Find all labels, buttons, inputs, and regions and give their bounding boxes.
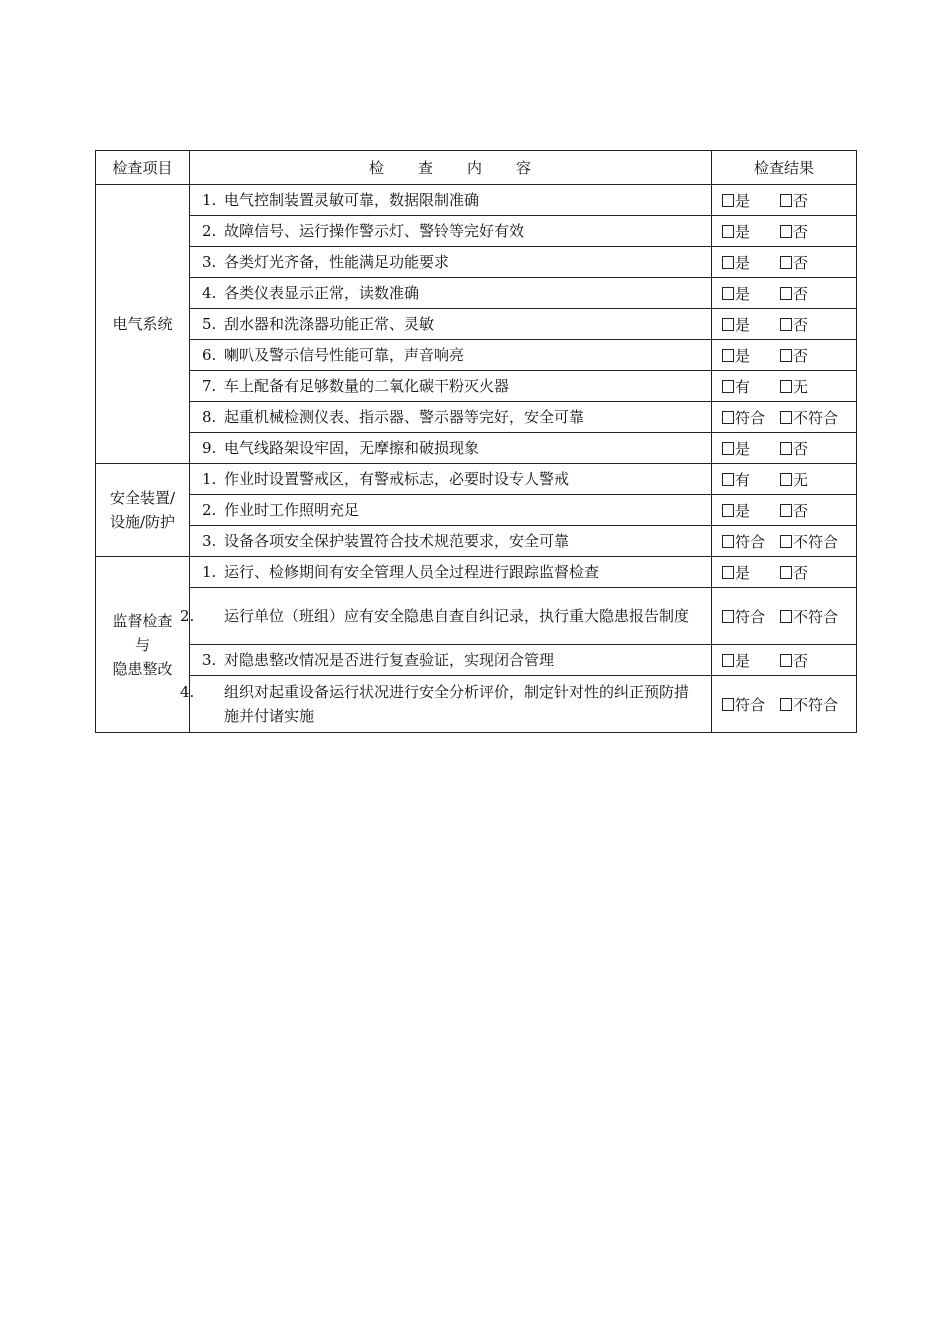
check-item-cell [190, 464, 712, 495]
item-number: 2. [202, 222, 217, 240]
result-option[interactable] [780, 469, 808, 490]
item-text: 喇叭及警示信号性能可靠，声音响亮 [224, 346, 465, 364]
option-label: 是 [735, 651, 751, 670]
table-header-row [96, 151, 857, 185]
item-number: 3. [202, 651, 217, 669]
option-label: 符合 [735, 408, 766, 427]
result-option[interactable] [780, 252, 808, 273]
item-text: 组织对起重设备运行状况进行安全分析评价，制定针对性的纠正预防措施并付诸实施 [224, 683, 690, 725]
checkbox-icon[interactable] [780, 698, 792, 711]
result-cell [712, 433, 857, 464]
check-item-cell [190, 340, 712, 371]
result-option[interactable] [722, 314, 780, 335]
result-option[interactable] [722, 531, 780, 552]
checkbox-icon[interactable] [722, 535, 734, 548]
option-label: 否 [793, 315, 809, 334]
result-cell [712, 216, 857, 247]
table-row [96, 645, 857, 676]
option-label: 否 [793, 501, 809, 520]
result-option[interactable] [780, 438, 808, 459]
table-row [96, 526, 857, 557]
check-item-cell [190, 216, 712, 247]
result-option[interactable] [722, 606, 780, 627]
result-option[interactable] [780, 694, 838, 715]
inspection-checklist-table [95, 150, 857, 733]
group-name-line: 监督检查 [112, 611, 173, 630]
result-option[interactable] [722, 376, 780, 397]
check-item-cell [190, 247, 712, 278]
item-number: 4. [180, 683, 195, 701]
checkbox-icon[interactable] [722, 473, 734, 486]
item-text: 作业时工作照明充足 [224, 501, 360, 519]
item-number: 2. [180, 607, 195, 625]
option-label: 不符合 [793, 607, 839, 626]
table-row [96, 588, 857, 645]
checkbox-icon[interactable] [780, 349, 792, 362]
item-number: 2. [202, 501, 217, 519]
result-option[interactable] [722, 283, 780, 304]
item-text: 车上配备有足够数量的二氧化碳干粉灭火器 [224, 377, 510, 395]
checkbox-icon[interactable] [780, 504, 792, 517]
result-option[interactable] [722, 469, 780, 490]
header-category: 检查项目 [96, 151, 190, 185]
item-number: 4. [202, 284, 217, 302]
result-cell [712, 557, 857, 588]
option-label: 是 [735, 315, 751, 334]
result-option[interactable] [722, 562, 780, 583]
item-text: 故障信号、运行操作警示灯、警铃等完好有效 [224, 222, 525, 240]
group-name-line: 隐患整改 [112, 659, 173, 678]
item-number: 6. [202, 346, 217, 364]
result-cell [712, 464, 857, 495]
header-result: 检查结果 [712, 151, 857, 185]
table-row [96, 676, 857, 733]
option-label: 符合 [735, 607, 766, 626]
item-number: 1. [202, 563, 217, 581]
table-row [96, 464, 857, 495]
table-row [96, 216, 857, 247]
table-body [96, 185, 857, 733]
item-number: 3. [202, 532, 217, 550]
item-number: 1. [202, 470, 217, 488]
option-label: 有 [735, 377, 751, 396]
checkbox-icon[interactable] [722, 610, 734, 623]
result-cell [712, 340, 857, 371]
result-option[interactable] [722, 407, 780, 428]
checkbox-icon[interactable] [780, 225, 792, 238]
check-item-cell [190, 526, 712, 557]
result-option[interactable] [722, 650, 780, 671]
group-name-cell [96, 464, 190, 557]
result-cell [712, 371, 857, 402]
item-text: 运行单位（班组）应有安全隐患自查自纠记录，执行重大隐患报告制度 [224, 607, 690, 625]
result-option[interactable] [780, 500, 808, 521]
item-text: 电气控制装置灵敏可靠，数据限制准确 [224, 191, 480, 209]
checkbox-icon[interactable] [722, 380, 734, 393]
option-label: 否 [793, 439, 809, 458]
result-option[interactable] [780, 283, 808, 304]
checkbox-icon[interactable] [780, 535, 792, 548]
checkbox-icon[interactable] [722, 442, 734, 455]
option-label: 不符合 [793, 532, 839, 551]
item-text: 作业时设置警戒区，有警戒标志，必要时设专人警戒 [224, 470, 570, 488]
table-row [96, 402, 857, 433]
option-label: 不符合 [793, 408, 839, 427]
result-cell [712, 402, 857, 433]
item-number: 3. [202, 253, 217, 271]
header-content: 检查内容 [190, 151, 712, 185]
item-number: 5. [202, 315, 217, 333]
checkbox-icon[interactable] [722, 287, 734, 300]
option-label: 是 [735, 253, 751, 272]
option-label: 是 [735, 222, 751, 241]
result-cell [712, 495, 857, 526]
option-label: 否 [793, 346, 809, 365]
option-label: 否 [793, 651, 809, 670]
checkbox-icon[interactable] [780, 610, 792, 623]
item-text: 对隐患整改情况是否进行复查验证，实现闭合管理 [224, 651, 555, 669]
checkbox-icon[interactable] [722, 225, 734, 238]
item-text: 运行、检修期间有安全管理人员全过程进行跟踪监督检查 [224, 563, 600, 581]
check-item-cell [190, 309, 712, 340]
result-option[interactable] [780, 376, 808, 397]
result-option[interactable] [722, 252, 780, 273]
option-label: 是 [735, 191, 751, 210]
result-option[interactable] [780, 221, 808, 242]
option-label: 无 [793, 470, 809, 489]
result-cell [712, 185, 857, 216]
group-name-cell [96, 557, 190, 733]
result-option[interactable] [780, 407, 838, 428]
result-option[interactable] [780, 650, 808, 671]
checkbox-icon[interactable] [780, 287, 792, 300]
checkbox-icon[interactable] [780, 566, 792, 579]
item-text: 设备各项安全保护装置符合技术规范要求，安全可靠 [224, 532, 570, 550]
option-label: 是 [735, 501, 751, 520]
table-row [96, 340, 857, 371]
table-row [96, 309, 857, 340]
check-item-cell [190, 402, 712, 433]
checkbox-icon[interactable] [722, 411, 734, 424]
option-label: 符合 [735, 532, 766, 551]
table-row [96, 495, 857, 526]
result-option[interactable] [722, 345, 780, 366]
option-label: 无 [793, 377, 809, 396]
table-row [96, 433, 857, 464]
option-label: 否 [793, 563, 809, 582]
option-label: 不符合 [793, 695, 839, 714]
option-label: 是 [735, 439, 751, 458]
checkbox-icon[interactable] [780, 194, 792, 207]
result-cell [712, 247, 857, 278]
group-name-line: 设施/防护 [109, 513, 176, 531]
option-label: 否 [793, 222, 809, 241]
check-item-cell [190, 371, 712, 402]
check-item-cell [180, 588, 712, 645]
checkbox-icon[interactable] [780, 442, 792, 455]
option-label: 是 [735, 563, 751, 582]
result-cell [712, 278, 857, 309]
option-label: 有 [735, 470, 751, 489]
check-item-cell [190, 185, 712, 216]
checkbox-icon[interactable] [722, 566, 734, 579]
result-cell [712, 676, 857, 733]
group-name-cell [96, 185, 190, 464]
result-cell [712, 526, 857, 557]
group-name-line: 与 [134, 635, 150, 654]
item-number: 8. [202, 408, 217, 426]
item-number: 1. [202, 191, 217, 209]
option-label: 否 [793, 191, 809, 210]
item-text: 电气线路架设牢固，无摩擦和破损现象 [224, 439, 480, 457]
check-item-cell [190, 557, 712, 588]
result-option[interactable] [780, 562, 808, 583]
result-option[interactable] [722, 190, 780, 211]
checkbox-icon[interactable] [780, 256, 792, 269]
option-label: 符合 [735, 695, 766, 714]
result-option[interactable] [780, 190, 808, 211]
option-label: 是 [735, 346, 751, 365]
table-row [96, 278, 857, 309]
result-option[interactable] [722, 694, 780, 715]
item-text: 各类仪表显示正常，读数准确 [224, 284, 420, 302]
result-option[interactable] [780, 531, 838, 552]
result-cell [712, 588, 857, 645]
item-text: 各类灯光齐备，性能满足功能要求 [224, 253, 450, 271]
table-row [96, 247, 857, 278]
table-row [96, 557, 857, 588]
check-item-cell [190, 645, 712, 676]
result-option[interactable] [722, 500, 780, 521]
check-item-cell [190, 495, 712, 526]
checkbox-icon[interactable] [722, 318, 734, 331]
group-name: 电气系统 [112, 315, 173, 333]
item-number: 7. [202, 377, 217, 395]
checkbox-icon[interactable] [722, 654, 734, 667]
item-text: 刮水器和洗涤器功能正常、灵敏 [224, 315, 435, 333]
checkbox-icon[interactable] [780, 318, 792, 331]
option-label: 否 [793, 284, 809, 303]
checkbox-icon[interactable] [780, 380, 792, 393]
result-option[interactable] [780, 345, 808, 366]
checkbox-icon[interactable] [780, 473, 792, 486]
result-cell [712, 309, 857, 340]
checkbox-icon[interactable] [722, 349, 734, 362]
checkbox-icon[interactable] [780, 654, 792, 667]
checkbox-icon[interactable] [722, 256, 734, 269]
option-label: 否 [793, 253, 809, 272]
checkbox-icon[interactable] [722, 504, 734, 517]
option-label: 是 [735, 284, 751, 303]
result-option[interactable] [780, 606, 838, 627]
checkbox-icon[interactable] [722, 698, 734, 711]
item-number: 9. [202, 439, 217, 457]
result-option[interactable] [722, 438, 780, 459]
checkbox-icon[interactable] [722, 194, 734, 207]
result-option[interactable] [722, 221, 780, 242]
checkbox-icon[interactable] [780, 411, 792, 424]
result-cell [712, 645, 857, 676]
check-item-cell [190, 433, 712, 464]
group-name-line: 安全装置/ [109, 489, 176, 507]
check-item-cell [190, 278, 712, 309]
table-row [96, 185, 857, 216]
check-item-cell [180, 676, 712, 733]
item-text: 起重机械检测仪表、指示器、警示器等完好，安全可靠 [224, 408, 585, 426]
result-option[interactable] [780, 314, 808, 335]
table-row [96, 371, 857, 402]
